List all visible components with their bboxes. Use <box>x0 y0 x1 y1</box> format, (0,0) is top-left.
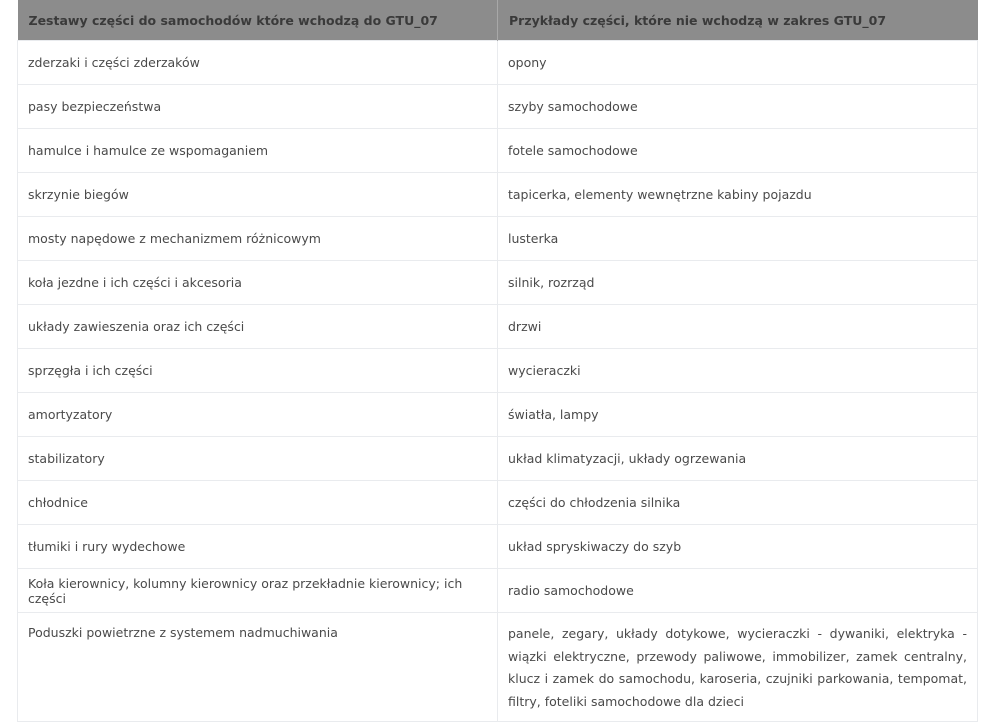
table-row <box>18 349 978 393</box>
included-part-cell: Poduszki powietrzne z systemem nadmuchiwania <box>18 613 498 722</box>
included-part-cell: mosty napędowe z mechanizmem różnicowym <box>18 217 498 261</box>
table-row <box>18 481 978 525</box>
excluded-part-cell: układ klimatyzacji, układy ogrzewania <box>498 437 978 481</box>
table-row <box>18 41 978 85</box>
table-row <box>18 217 978 261</box>
table-row <box>18 525 978 569</box>
table-row <box>18 305 978 349</box>
header-included-parts: Zestawy części do samochodów które wchodzą do GTU_07 <box>18 0 498 41</box>
excluded-part-cell: lusterka <box>498 217 978 261</box>
included-part-cell: Koła kierownicy, kolumny kierownicy oraz przekładnie kierownicy; ich części <box>18 569 498 613</box>
table-header-row <box>18 0 978 41</box>
excluded-part-cell: tapicerka, elementy wewnętrzne kabiny pojazdu <box>498 173 978 217</box>
table-row <box>18 393 978 437</box>
header-excluded-parts: Przykłady części, które nie wchodzą w zakres GTU_07 <box>498 0 978 41</box>
table-row <box>18 613 978 722</box>
excluded-part-cell: fotele samochodowe <box>498 129 978 173</box>
table-row <box>18 173 978 217</box>
included-part-cell: stabilizatory <box>18 437 498 481</box>
table-row <box>18 569 978 613</box>
excluded-part-cell: części do chłodzenia silnika <box>498 481 978 525</box>
included-part-cell: pasy bezpieczeństwa <box>18 85 498 129</box>
excluded-part-cell: opony <box>498 41 978 85</box>
gtu07-parts-table <box>17 0 978 722</box>
table-row <box>18 261 978 305</box>
excluded-part-cell: szyby samochodowe <box>498 85 978 129</box>
table-row <box>18 129 978 173</box>
excluded-part-cell: układ spryskiwaczy do szyb <box>498 525 978 569</box>
included-part-cell: zderzaki i części zderzaków <box>18 41 498 85</box>
included-part-cell: chłodnice <box>18 481 498 525</box>
excluded-part-cell: silnik, rozrząd <box>498 261 978 305</box>
included-part-cell: koła jezdne i ich części i akcesoria <box>18 261 498 305</box>
excluded-part-cell: światła, lampy <box>498 393 978 437</box>
excluded-part-cell: panele, zegary, układy dotykowe, wycieraczki - dywaniki, elektryka - wiązki elektryczne, przewody paliwowe, immobilizer, zamek centralny, klucz i zamek do samochodu, karoseria, czujniki parkowania, tempomat, filtry, foteliki samochodowe dla dzieci <box>498 613 978 722</box>
included-part-cell: sprzęgła i ich części <box>18 349 498 393</box>
included-part-cell: tłumiki i rury wydechowe <box>18 525 498 569</box>
excluded-part-cell: wycieraczki <box>498 349 978 393</box>
included-part-cell: układy zawieszenia oraz ich części <box>18 305 498 349</box>
table-row <box>18 85 978 129</box>
table-row <box>18 437 978 481</box>
included-part-cell: amortyzatory <box>18 393 498 437</box>
included-part-cell: hamulce i hamulce ze wspomaganiem <box>18 129 498 173</box>
excluded-part-cell: drzwi <box>498 305 978 349</box>
excluded-part-cell: radio samochodowe <box>498 569 978 613</box>
included-part-cell: skrzynie biegów <box>18 173 498 217</box>
